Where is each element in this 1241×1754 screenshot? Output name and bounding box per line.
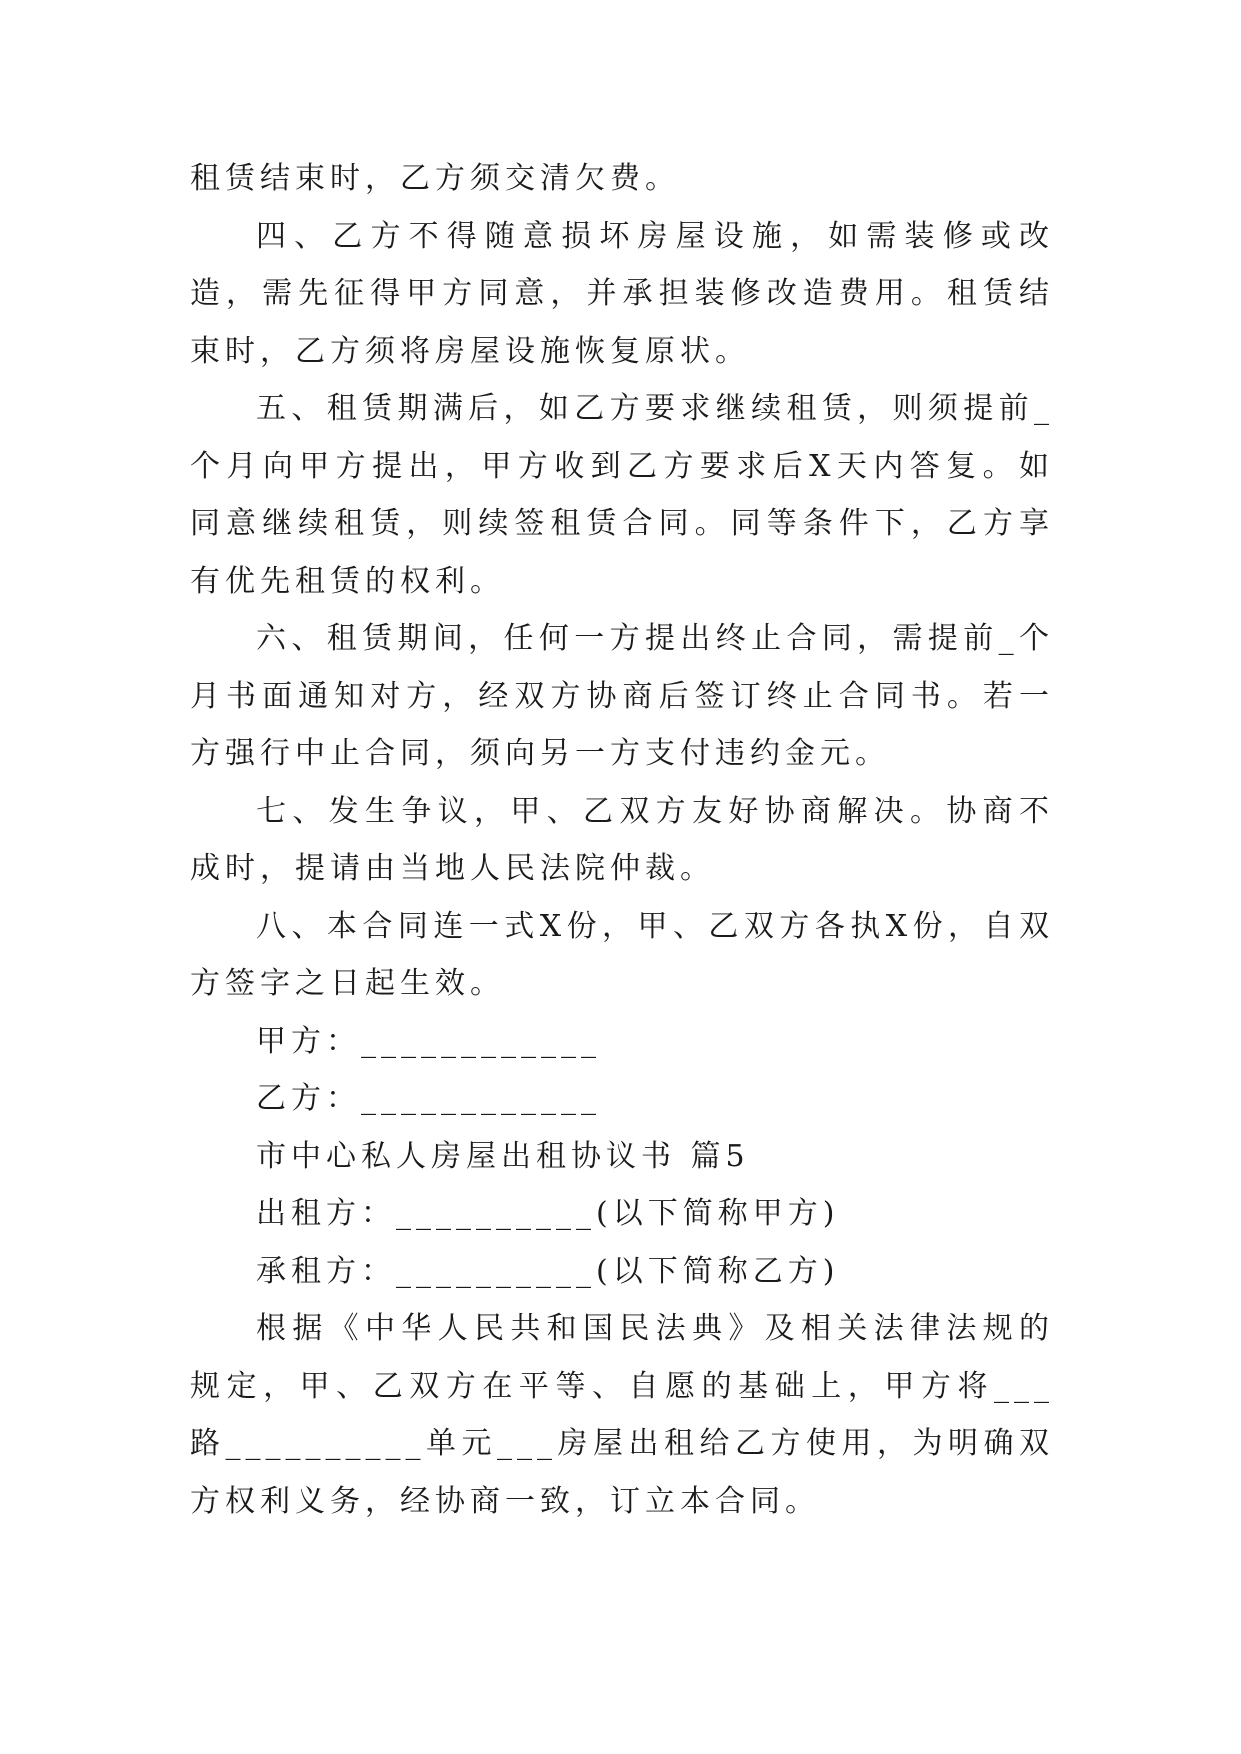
clause-four: 四、乙方不得随意损坏房屋设施，如需装修或改造，需先征得甲方同意，并承担装修改造费用。租赁结束时，乙方须将房屋设施恢复原状。 bbox=[190, 218, 1054, 369]
lessor-line: 出租方：__________(以下简称甲方) bbox=[256, 1196, 840, 1231]
paragraph-lease-end-fees: 租赁结束时，乙方须交清欠费。 bbox=[190, 161, 680, 196]
lessee-line: 承租方：__________(以下简称乙方) bbox=[256, 1253, 840, 1289]
clause-five: 五、租赁期满后，如乙方要求继续租赁，则须提前_个月向甲方提出，甲方收到乙方要求后X天内答复。如同意继续租赁，则续签租赁合同。同等条件下，乙方享有优先租赁的权利。 bbox=[190, 391, 1054, 599]
clause-seven: 七、发生争议，甲、乙双方友好协商解决。协商不成时，提请由当地人民法院仲裁。 bbox=[190, 793, 1054, 886]
party-a-signature-line: 甲方：____________ bbox=[256, 1023, 601, 1059]
party-b-signature-line: 乙方：____________ bbox=[256, 1081, 601, 1116]
intro-paragraph: 根据《中华人民共和国民法典》及相关法律法规的规定，甲、乙双方在平等、自愿的基础上，甲方将___路__________单元___房屋出租给乙方使用，为明确双方权利义务，经协商一致，订立本合同。 bbox=[190, 1311, 1054, 1519]
document-body bbox=[190, 150, 1054, 1530]
section-title: 市中心私人房屋出租协议书 篇5 bbox=[256, 1138, 750, 1174]
clause-six: 六、租赁期间，任何一方提出终止合同，需提前_个月书面通知对方，经双方协商后签订终止合同书。若一方强行中止合同，须向另一方支付违约金元。 bbox=[190, 621, 1054, 771]
clause-eight: 八、本合同连一式X份，甲、乙双方各执X份，自双方签字之日起生效。 bbox=[190, 908, 1054, 1001]
